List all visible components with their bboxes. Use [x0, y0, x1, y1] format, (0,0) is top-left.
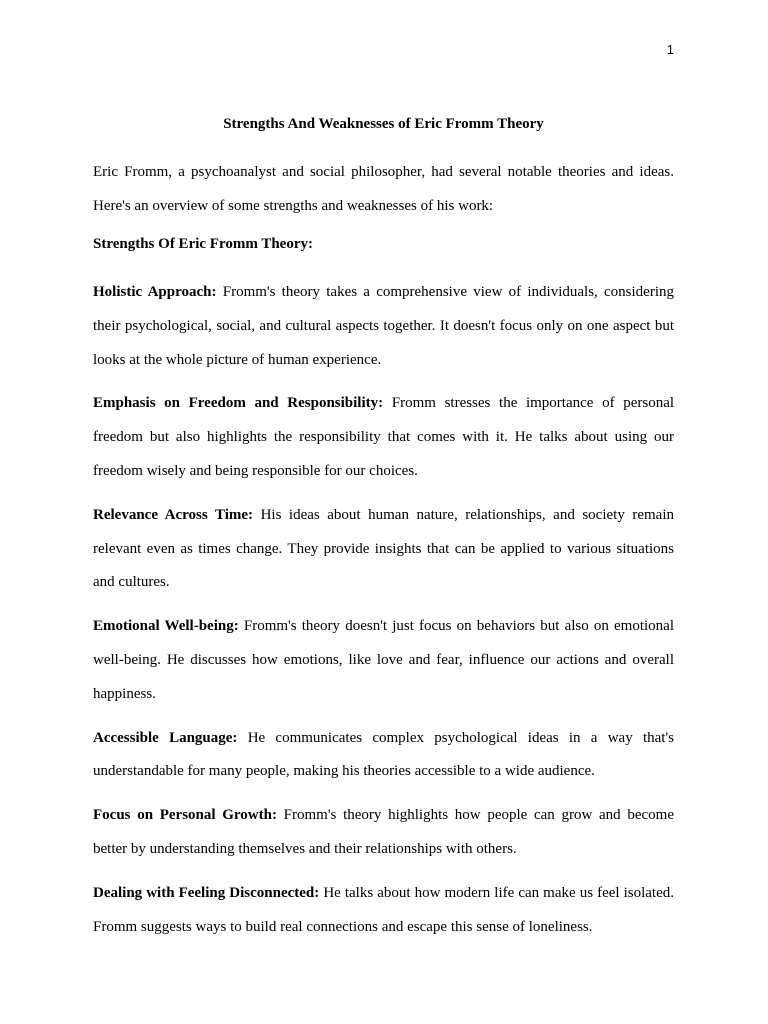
strength-item-growth: [93, 799, 674, 867]
strength-item-relevance: [93, 499, 674, 600]
strength-label: Dealing with Feeling Disconnected:: [93, 884, 320, 901]
document-title: Strengths And Weaknesses of Eric Fromm Theory: [223, 116, 544, 132]
strength-label: Emotional Well-being:: [93, 618, 239, 635]
strength-label: Accessible Language:: [93, 729, 238, 746]
strength-text: He talks about how modern life can make us feel isolated. Fromm suggests ways to build real connections and escape this sense of loneliness.: [93, 884, 674, 935]
strength-text: Fromm stresses the importance of personal freedom but also highlights the responsibility that comes with it. He talks about using our freedom wisely and being responsible for our choices.: [93, 395, 675, 479]
strength-label: Emphasis on Freedom and Responsibility:: [93, 395, 384, 412]
strength-item-emotional: [93, 610, 674, 711]
page-number: 1: [666, 42, 674, 57]
strength-text: His ideas about human nature, relationships, and society remain relevant even as times change. They provide insights that can be applied to various situations and cultures.: [93, 506, 674, 591]
strength-item-language: [93, 722, 674, 790]
document-body: [93, 113, 674, 954]
strength-item-freedom: [93, 387, 674, 488]
strength-label: Holistic Approach:: [93, 284, 217, 300]
strength-text: He communicates complex psychological ideas in a way that's understandable for many people, making his theories accessible to a wide audience.: [93, 729, 674, 780]
strength-item-disconnected: [93, 877, 674, 945]
strength-text: Fromm's theory highlights how people can grow and become better by understanding themselves and their relationships with others.: [93, 807, 675, 857]
strength-label: Focus on Personal Growth:: [93, 807, 277, 824]
strength-label: Relevance Across Time:: [93, 506, 254, 523]
strength-text: Fromm's theory takes a comprehensive view of individuals, considering their psychological, social, and cultural aspects together. It doesn't focus only on one aspect but looks at the whole picture of human experience.: [93, 284, 675, 368]
strength-item-holistic: [93, 276, 674, 377]
strengths-heading: Strengths Of Eric Fromm Theory:: [93, 236, 313, 252]
strength-text: Fromm's theory doesn't just focus on behaviors but also on emotional well-being. He discusses how emotions, like love and fear, influence our actions and overall happiness.: [93, 618, 674, 702]
intro-paragraph: Eric Fromm, a psychoanalyst and social philosopher, had several notable theories and ideas. Here's an overview of some strengths and weaknesses of his work:: [93, 164, 674, 214]
